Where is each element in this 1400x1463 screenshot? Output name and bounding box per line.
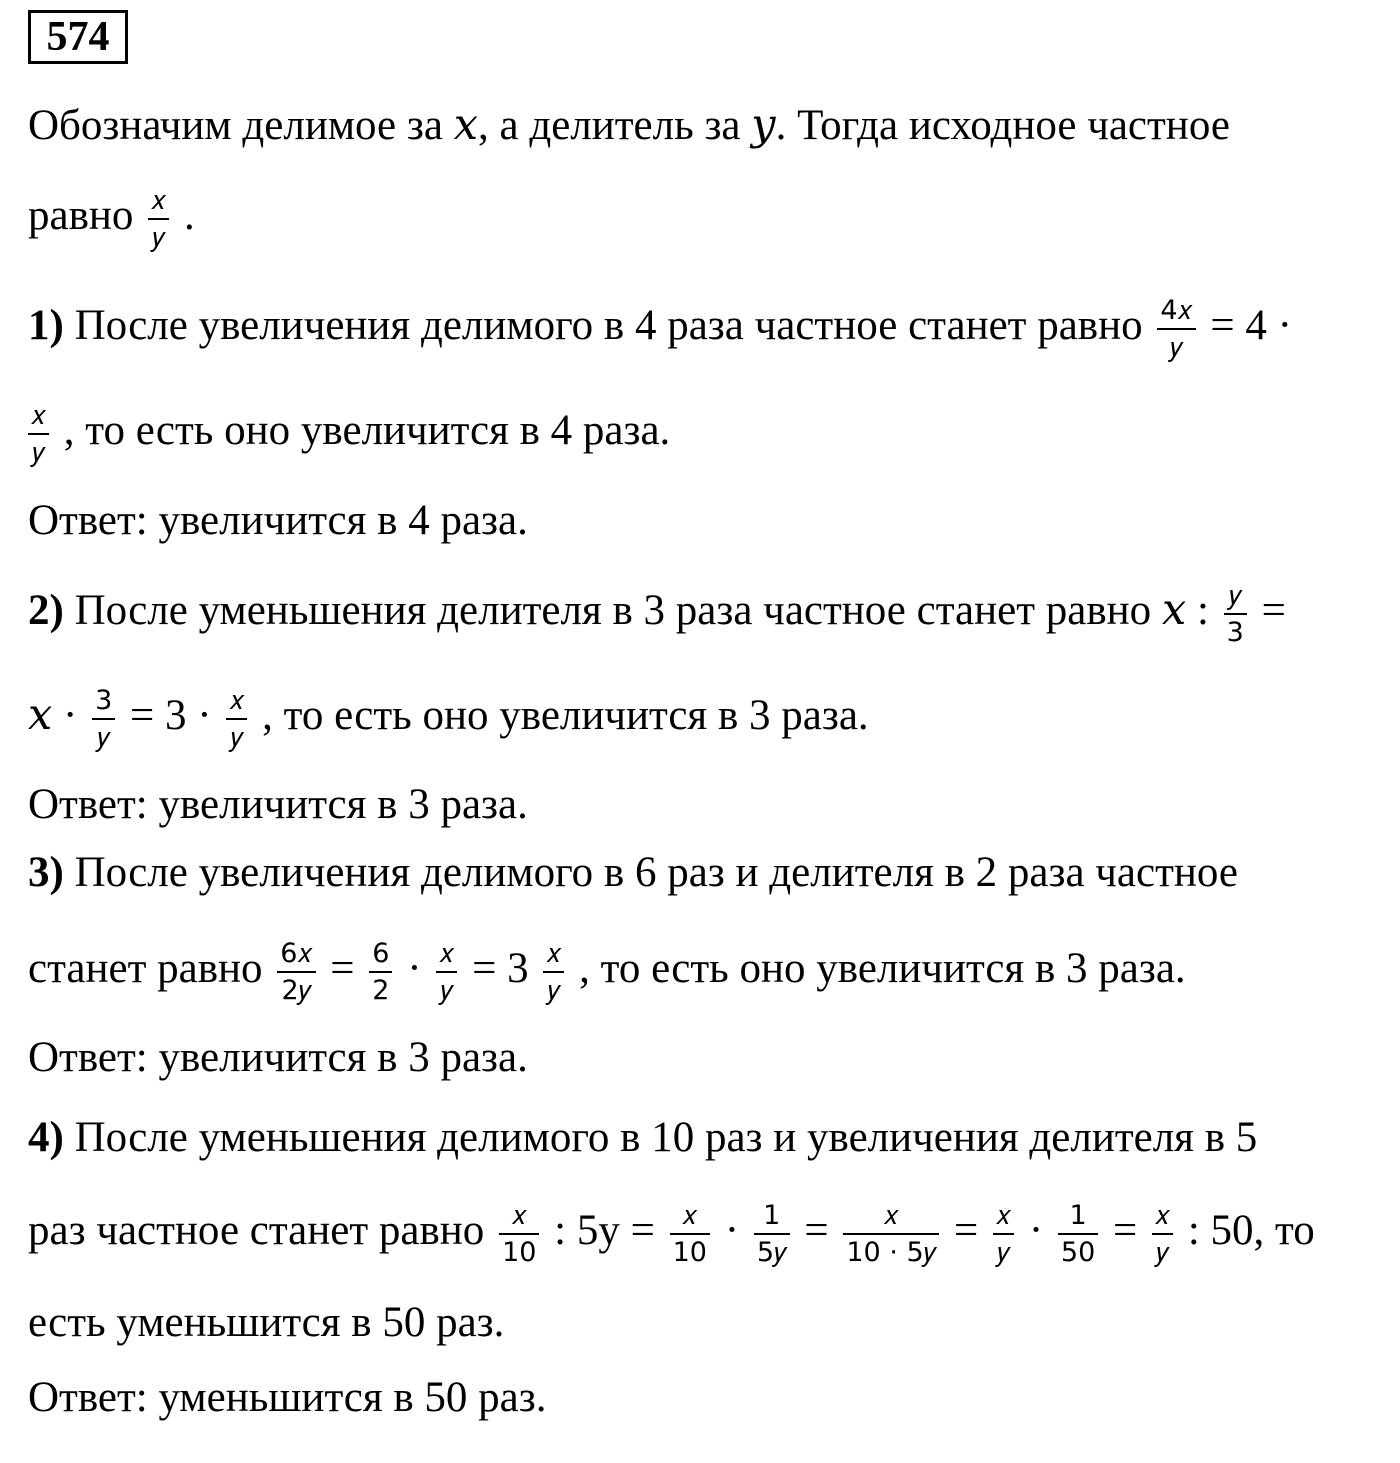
text: раз частное станет равно <box>28 1206 485 1254</box>
text: : 5y = <box>554 1206 655 1254</box>
p4-line-3: есть уменьшится в 50 раз. <box>28 1299 505 1346</box>
fraction: $\frac{\text{𝑥}}{\text{𝑦}}$ <box>1152 1200 1173 1268</box>
fraction: $\frac{3}{\text{𝑦}}$ <box>92 685 115 753</box>
fraction: $\frac{\text{𝑥}}{\text{𝑦}}$ <box>543 938 564 1006</box>
text: = 3 · <box>130 691 212 739</box>
fraction: $\frac{\text{4𝑥}}{\text{𝑦}}$ <box>1157 295 1195 363</box>
text: = <box>954 1206 979 1254</box>
text: станет равно <box>28 944 263 992</box>
p2-answer: Ответ: увеличится в 3 раза. <box>28 781 528 828</box>
p1-line-2 <box>28 400 670 468</box>
text: Обозначим делимое за <box>28 102 443 149</box>
p4-line-2 <box>28 1200 1315 1268</box>
fraction: $\frac{\text{𝑥}}{\text{𝑦}}$ <box>28 400 49 468</box>
text: : 50, то <box>1187 1206 1315 1254</box>
text: = <box>1113 1206 1138 1254</box>
fraction: $\frac{\text{𝑥}}{\text{𝑦}}$ <box>993 1200 1014 1268</box>
fraction: $\frac{\text{𝑥}}{\text{𝑦}}$ <box>436 938 457 1006</box>
item-number: 1) <box>28 301 64 349</box>
text: , то есть оно увеличится в 4 раза. <box>63 406 671 454</box>
p3-line-2 <box>28 938 1186 1006</box>
fraction: $\frac{\text{𝑥}}{\text{𝑦}}$ <box>148 185 169 253</box>
text: равно <box>28 191 134 239</box>
p4-answer: Ответ: уменьшится в 50 раз. <box>28 1374 547 1421</box>
text: · <box>63 691 78 739</box>
text: , то есть оно увеличится в 3 раза. <box>262 691 869 739</box>
fraction: $\frac{\text{𝑥}}{\text{𝑦}}$ <box>226 685 247 753</box>
item-number: 2) <box>28 586 64 634</box>
fraction: $\frac{\text{𝑥}}{10}$ <box>499 1200 539 1268</box>
text: После увеличения делимого в 4 раза частное станет равно <box>74 301 1143 349</box>
text: · <box>1028 1206 1044 1254</box>
text: = 4 · <box>1210 301 1292 349</box>
intro-line-2 <box>28 185 195 253</box>
text: · <box>407 944 422 992</box>
text: , то есть оно увеличится в 3 раза. <box>579 944 1186 992</box>
text: = <box>330 944 355 992</box>
fraction: $\frac{\text{6𝑥}}{\text{2𝑦}}$ <box>277 938 315 1006</box>
text: = <box>804 1206 829 1254</box>
text: : <box>1196 586 1209 634</box>
p4-line-1 <box>28 1113 1257 1163</box>
text: . <box>183 191 195 239</box>
text: После уменьшения делителя в 3 раза частное станет равно <box>74 586 1152 634</box>
item-number: 4) <box>28 1114 64 1161</box>
text: . Тогда исходное частное <box>775 102 1230 149</box>
p1-line-1 <box>28 295 1292 363</box>
p2-line-2 <box>28 685 869 753</box>
fraction: $\frac{6}{2}$ <box>369 938 392 1006</box>
text: = <box>1261 586 1286 634</box>
fraction: $\frac{\text{𝑥}}{10}$ <box>670 1200 710 1268</box>
var-x: 𝑥 <box>28 689 53 740</box>
var-x: 𝑥 <box>1161 584 1187 635</box>
problem-number: 574 <box>28 10 128 64</box>
p3-line-1 <box>28 848 1238 898</box>
p1-answer: Ответ: увеличится в 4 раза. <box>28 497 528 544</box>
p3-answer: Ответ: увеличится в 3 раза. <box>28 1034 528 1081</box>
intro-line-1 <box>28 100 1230 151</box>
fraction: $\frac{1}{\text{5𝑦}}$ <box>754 1200 790 1268</box>
text: , а делитель за <box>477 102 741 149</box>
text: · <box>724 1206 740 1254</box>
text: = 3 <box>472 944 529 992</box>
fraction: $\frac{\text{𝑥}}{\text{10 · 5𝑦}}$ <box>843 1200 939 1268</box>
var-x: 𝑥 <box>453 100 478 150</box>
p2-line-1 <box>28 580 1286 648</box>
fraction: $\frac{1}{50}$ <box>1058 1200 1098 1268</box>
text: После увеличения делимого в 6 раз и делителя в 2 раза частное <box>74 849 1239 896</box>
fraction: $\frac{\text{𝑦}}{3}$ <box>1224 580 1247 648</box>
text: После уменьшения делимого в 10 раз и увеличения делителя в 5 <box>74 1114 1258 1161</box>
item-number: 3) <box>28 849 64 896</box>
var-y: 𝑦 <box>751 100 776 150</box>
